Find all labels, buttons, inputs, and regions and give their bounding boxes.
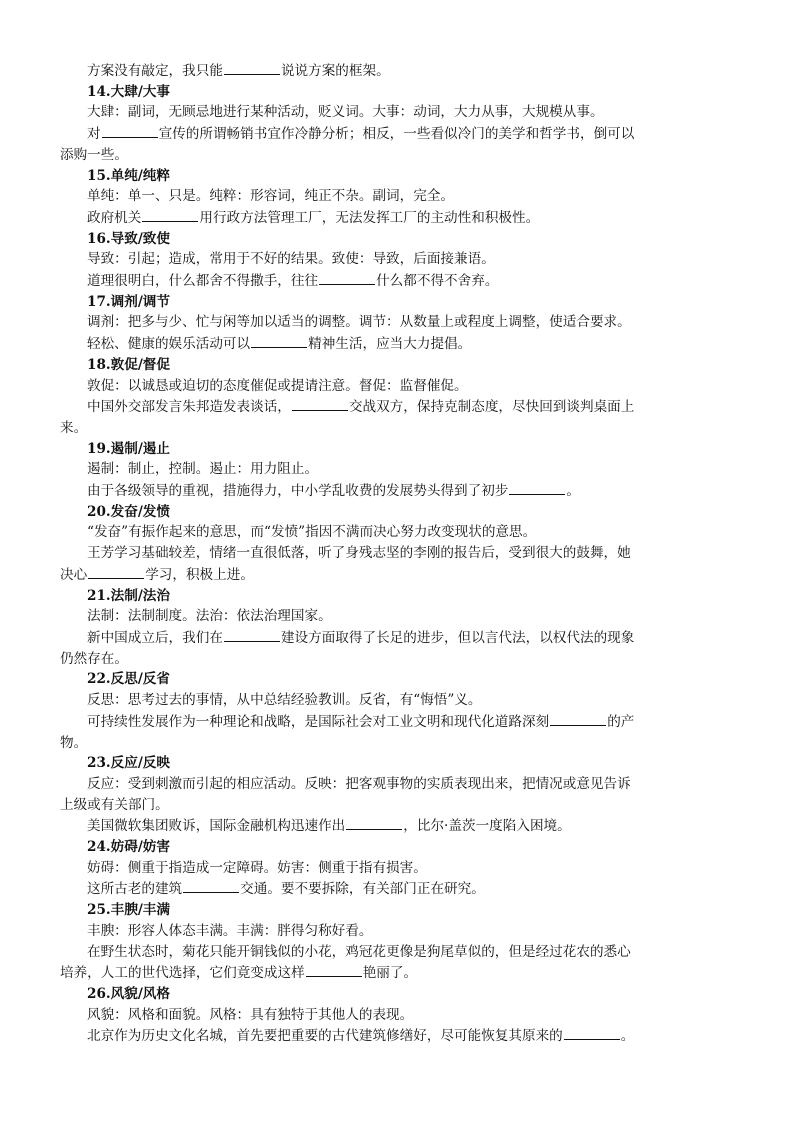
line-text: 导致：引起；造成，常用于不好的结果。致使：导致，后面接兼语。 [87,251,495,268]
fill-in-blank [251,333,307,348]
line-text: 调剂：把多与少、忙与闲等加以适当的调整。调节：从数量上或程度上调整，使适合要求。 [87,314,631,331]
line-text: 16.导致/致使 [87,230,170,247]
fill-in-blank [306,962,362,977]
definition-line [60,774,736,795]
example-sentence-line [60,1025,736,1047]
line-text: 用行政方法管理工厂，无法发挥工厂的主动性和积极性。 [199,209,540,226]
line-text: 妨碍：侧重于指造成一定障碍。妨害：侧重于指有损害。 [87,859,427,876]
document-page [60,60,736,1047]
example-sentence-line [60,627,736,649]
example-sentence-line [60,60,736,82]
fill-in-blank [102,123,158,138]
line-text: 18.敦促/督促 [87,356,170,373]
line-text: 王芳学习基础较差，情绪一直很低落，听了身残志坚的李刚的报告后，受到很大的鼓舞，她 [87,545,631,562]
line-text: 学习，积极上进。 [145,566,254,583]
line-text: 丰腴：形容人体态丰满。丰满：胖得匀称好看。 [87,922,373,939]
line-text: 新中国成立后，我们在 [87,629,223,646]
fill-in-blank [88,564,144,579]
line-text: 反思：思考过去的事情，从中总结经验教训。反省，有“悔悟”义。 [87,692,482,709]
section-heading [60,355,736,376]
line-text: 这所古老的建筑 [87,881,183,898]
line-text: 道理很明白，什么都舍不得撒手，往往 [87,273,319,290]
line-text: 交通。要不要拆除，有关部门正在研究。 [240,881,485,898]
line-text: 培养，人工的世代选择，它们竟变成这样 [60,965,305,982]
example-sentence-line [60,815,736,837]
section-heading [60,984,736,1005]
line-text: 风貌：风格和面貌。风格：具有独特于其他人的表现。 [87,1006,414,1023]
line-text: 决心 [60,566,88,583]
line-text: 建设方面取得了长足的进步，但以言代法，以权代法的现象 [280,629,635,646]
line-text: 的产 [607,713,635,730]
line-text: 20.发奋/发愤 [87,503,170,520]
line-text: 可持续性发展作为一种理论和战略，是国际社会对工业文明和现代化道路深刻 [87,713,550,730]
definition-line [60,795,736,816]
example-sentence-line [60,543,736,564]
example-sentence-line [60,564,736,586]
example-sentence-line [60,270,736,292]
section-heading [60,900,736,921]
example-sentence-line [60,962,736,984]
line-text: ，比尔·盖茨一度陷入困境。 [403,818,571,835]
fill-in-blank [224,60,280,75]
section-heading [60,586,736,607]
line-text: 19.遏制/遏止 [87,440,170,457]
example-sentence-line [60,396,736,418]
line-text: 敦促：以诚恳或迫切的态度催促或提请注意。督促：监督催促。 [87,377,468,394]
section-heading [60,82,736,103]
section-heading [60,669,736,690]
definition-line [60,522,736,543]
definition-line [60,1005,736,1026]
line-text: 15.单纯/纯粹 [87,167,170,184]
line-text: 对 [87,126,101,143]
line-text: 轻松、健康的娱乐活动可以 [87,336,251,353]
line-text: 添购一些。 [60,146,128,163]
line-text: 上级或有关部门。 [60,796,169,813]
example-sentence-line [60,733,736,754]
definition-line [60,102,736,123]
fill-in-blank [292,396,348,411]
line-text: 22.反思/反省 [87,671,170,688]
line-text: 宣传的所谓畅销书宜作冷静分析；相反，一些看似冷门的美学和哲学书，倒可以 [158,126,635,143]
line-text: 中国外交部发言朱邦造发表谈话， [87,399,291,416]
section-heading [60,229,736,250]
line-text: 物。 [60,734,88,751]
line-text: 说说方案的框架。 [280,63,390,79]
line-text: 由于各级领导的重视，措施得力，中小学乱收费的发展势头得到了初步 [87,483,509,500]
line-text: 艳丽了。 [362,965,418,982]
definition-line [60,921,736,942]
line-text: 在野生状态时，菊花只能开铜钱似的小花，鸡冠花更像是狗尾草似的，但是经过花农的悉心 [87,943,631,960]
line-text: 24.妨碍/妨害 [87,839,170,856]
line-text: 反应：受到刺激而引起的相应活动。反映：把客观事物的实质表现出来，把情况或意见告诉 [87,775,631,792]
line-text: 14.大肆/大事 [87,83,170,100]
example-sentence-line [60,333,736,355]
line-text: 25.丰腴/丰满 [87,902,170,919]
line-text: 北京作为历史文化名城，首先要把重要的古代建筑修缮好，尽可能恢复其原来的 [87,1028,563,1045]
line-text: 遏制：制止，控制。遏止：用力阻止。 [87,461,319,478]
definition-line [60,312,736,333]
line-text: 17.调剂/调节 [87,293,170,310]
line-text: 来。 [60,419,88,436]
line-text: 方案没有敲定，我只能 [87,63,223,79]
section-heading [60,837,736,858]
example-sentence-line [60,207,736,229]
line-text: 单纯：单一、只是。纯粹：形容词，纯正不杂。副词，完全。 [87,188,455,205]
line-text: 精神生活，应当大力提倡。 [308,336,472,353]
line-text: 法制：法制制度。法治：依法治理国家。 [87,608,332,625]
line-text: “发奋”有振作起来的意思，而“发愤”指因不满而决心努力改变现状的意思。 [87,524,537,541]
line-text: 。 [620,1028,635,1045]
line-text: 仍然存在。 [60,650,128,667]
fill-in-blank [142,207,198,222]
definition-line [60,186,736,207]
line-text: 。 [566,483,580,500]
fill-in-blank [509,480,565,495]
example-sentence-line [60,711,736,733]
definition-line [60,606,736,627]
fill-in-blank [346,815,402,830]
fill-in-blank [183,878,239,893]
example-sentence-line [60,145,736,166]
section-heading [60,166,736,187]
line-text: 美国微软集团败诉，国际金融机构迅速作出 [87,818,346,835]
example-sentence-line [60,878,736,900]
definition-line [60,249,736,270]
line-text: 政府机关 [87,209,142,226]
definition-line [60,690,736,711]
line-text: 交战双方，保持克制态度，尽快回到谈判桌面上 [348,399,635,416]
line-text: 什么都不得不舍弃。 [376,273,499,290]
line-text: 26.风貌/风格 [87,985,170,1002]
example-sentence-line [60,942,736,963]
fill-in-blank [224,627,280,642]
section-heading [60,292,736,313]
example-sentence-line [60,649,736,670]
fill-in-blank [550,711,606,726]
section-heading [60,502,736,523]
fill-in-blank [319,270,375,285]
section-heading [60,439,736,460]
example-sentence-line [60,480,736,502]
definition-line [60,858,736,879]
fill-in-blank [564,1025,620,1040]
line-text: 大肆：副词，无顾忌地进行某种活动，贬义词。大事：动词，大力从事，大规模从事。 [87,104,604,121]
line-text: 23.反应/反映 [87,755,170,772]
example-sentence-line [60,418,736,439]
example-sentence-line [60,123,736,145]
definition-line [60,376,736,397]
definition-line [60,459,736,480]
line-text: 21.法制/法治 [87,587,170,604]
section-heading [60,753,736,774]
